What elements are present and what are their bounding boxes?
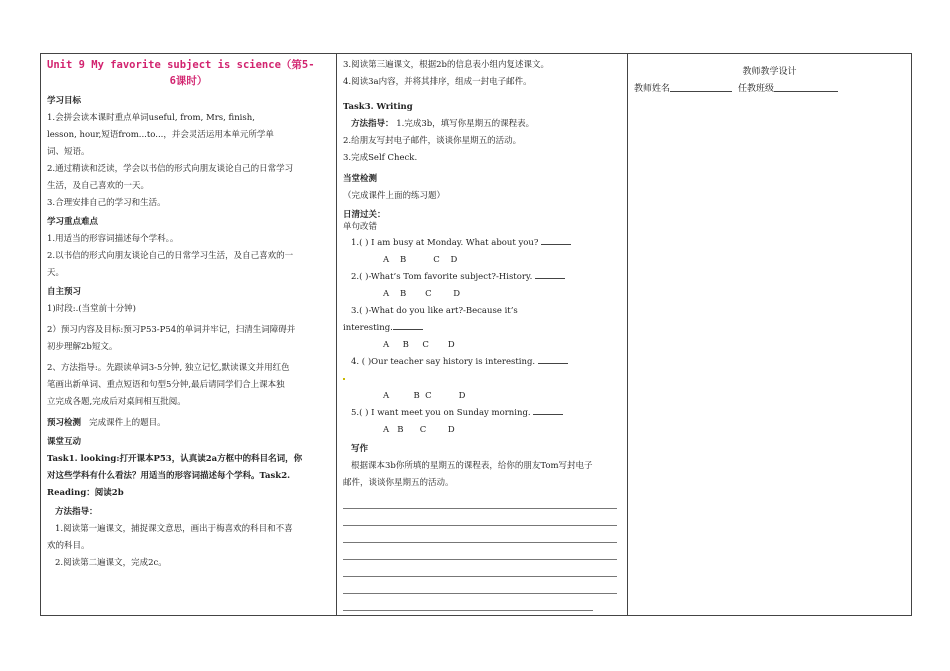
writing-prompt: 根据课本3b你所填的星期五的课程表，给你的朋友Tom写封电子	[351, 461, 593, 471]
preview-check: 预习检测 完成课件上的题目。	[47, 418, 166, 428]
lesson-plan-table	[40, 53, 912, 616]
writing-line	[343, 577, 617, 594]
question-4-options: A B C D	[383, 391, 466, 401]
key-2: 2.以书信的形式向朋友谈论自己的日常学习生活，及自己喜欢的一	[47, 251, 294, 261]
daily-subheading: 单句改错	[343, 222, 378, 232]
question-2-options: A B C D	[383, 289, 461, 299]
question-3-options: A B C D	[383, 340, 455, 350]
question-4: 4. ( )Our teacher say history is interesting.	[343, 354, 621, 371]
key-1: 1.用适当的形容词描述每个学科。。	[47, 234, 179, 244]
goal-1: 1.会拼会读本课时重点单词useful, from, Mrs, finish,	[47, 113, 255, 123]
reading-step-1: 1.阅读第一遍课文，捕捉课文意思，画出于梅喜欢的科目和不喜	[55, 524, 293, 534]
writing-line	[343, 509, 617, 526]
key-points-heading: 学习重点难点	[47, 217, 99, 227]
writing-method: 方法指导： 1.完成3b，填写你星期五的课程表。	[351, 119, 535, 129]
goals-heading: 学习目标	[47, 96, 82, 106]
writing-line	[343, 492, 617, 509]
question-3: 3.( )-What do you like art?-Because it’s	[351, 306, 518, 316]
preview-time: 1)时段:.(当堂前十分钟)	[47, 304, 136, 314]
answer-blank[interactable]	[535, 269, 565, 279]
method-heading: 方法指导：	[55, 507, 98, 517]
writing-line	[343, 560, 617, 577]
test-heading: 当堂检测	[343, 174, 378, 184]
question-1-options: A B C D	[383, 255, 458, 265]
exercise-column: 3.阅读第三遍课文，根据2b的信息表小组内复述课文。 4.阅读3a内容，并将其排序，组成一封电子邮件。 Task3. Writing 方法指导： 1.完成3b，填写你星期五的课程表。 2.给朋友写封电子邮件，谈谈你星期五的活动。 3.完成Self Check. 当堂检测 （完成课件上面的练习题） 日清过关： 单句改错 1.( ) I am busy at Monday. What about you? A B C D 2.( )-What’s Tom favorite subject?-History. A B C D 3.( )-What do you like art?-Because it’s interesting. A B C D 4. ( )Our teacher say history is interesting. A B C D 5.( ) I want meet you on Sunday morning. A B C D 写作 根据课本3b你所填的星期五的课程表，给你的朋友Tom写封电子 邮件，谈谈你星期五的活动。	[337, 54, 628, 615]
question-5-options: A B C D	[383, 425, 455, 435]
class-field[interactable]	[774, 81, 838, 92]
writing-area[interactable]	[343, 492, 621, 611]
teacher-design-title: 教师教学设计	[742, 67, 797, 77]
task-3: Task3. Writing	[343, 102, 413, 112]
preview-content: 2）预习内容及目标:预习P53-P54的单词并牢记，扫清生词障碍并	[47, 325, 296, 335]
reading-step-4: 4.阅读3a内容，并将其排序，组成一封电子邮件。	[343, 77, 532, 87]
teacher-info-row: 教师姓名 任教班级	[634, 81, 905, 98]
goal-3: 3.合理安排自己的学习和生活。	[47, 198, 166, 208]
task-1: Task1. looking:打开课本P53，认真读2a方框中的科目名词，你	[47, 454, 303, 464]
reading-step-2: 2.阅读第二遍课文，完成2c。	[55, 558, 167, 568]
question-5: 5.( ) I want meet you on Sunday morning.	[343, 405, 621, 422]
lesson-title: Unit 9 My favorite subject is science（第5- 6课时）	[47, 59, 315, 87]
writing-step-2: 2.给朋友写封电子邮件，谈谈你星期五的活动。	[343, 136, 522, 146]
reading-step-3: 3.阅读第三遍课文，根据2b的信息表小组内复述课文。	[343, 60, 549, 70]
answer-blank[interactable]	[393, 320, 423, 330]
question-2: 2.( )-What’s Tom favorite subject?-History.	[343, 269, 621, 286]
writing-line	[343, 543, 617, 560]
test-text: （完成课件上面的练习题）	[343, 191, 446, 201]
class-interaction-heading: 课堂互动	[47, 437, 82, 447]
marker-dot	[343, 378, 345, 380]
writing-step-3: 3.完成Self Check.	[343, 153, 418, 163]
goal-2: 2.通过精读和泛读，学会以书信的形式向朋友谈论自己的日常学习	[47, 164, 294, 174]
writing-line	[343, 526, 617, 543]
teacher-column	[628, 54, 911, 615]
answer-blank[interactable]	[533, 405, 563, 415]
teacher-name-field[interactable]	[670, 81, 732, 92]
question-1: 1.( ) I am busy at Monday. What about you?	[343, 235, 621, 252]
writing-line	[343, 594, 593, 611]
answer-blank[interactable]	[538, 354, 568, 364]
daily-heading: 日清过关：	[343, 210, 386, 220]
preview-method: 2、方法指导:。先跟读单词3-5分钟, 独立记忆,默读课文并用红色	[47, 363, 290, 373]
writing-heading: 写作	[351, 444, 369, 454]
preview-heading: 自主预习	[47, 287, 82, 297]
answer-blank[interactable]	[541, 235, 571, 245]
student-column: Unit 9 My favorite subject is science（第5- 6课时） 学习目标 1.会拼会读本课时重点单词useful, from, Mrs, finish, lesson, hour,短语from...to...，并会灵活运用本单元所学单 词、短语。 2.通过精读和泛读，学会以书信的形式向朋友谈论自己的日常学习 生活，及自己喜欢的一天。 3.合理安排自己的学习和生活。 学习重点难点 1.用适当的形容词描述每个学科。。 2.以书信的形式向朋友谈论自己的日常学习生活，及自己喜欢的一 天。 自主预习 1)时段:.(当堂前十分钟) 2）预习内容及目标:预习P53-P54的单词并牢记，扫清生词障碍并 初步理解2b短文。 2、方法指导:。先跟读单词3-5分钟, 独立记忆,默读课文并用红色 笔画出新单词、重点短语和句型5分钟,最后请同学们合上课本独 立完成各题,完成后对桌间相互批阅。 预习检测 完成课件上的题目。 课堂互动 Task1. looking:打开课本P53，认真读2a方框中的科目名词，你 对这些学科有什么看法？用适当的形容词描述每个学科。Task2. Reading：阅读2b 方法指导： 1.阅读第一遍课文，捕捉课文意思，画出于梅喜欢的科目和不喜 欢的科目。 2.阅读第二遍课文，完成2c。	[41, 54, 337, 615]
